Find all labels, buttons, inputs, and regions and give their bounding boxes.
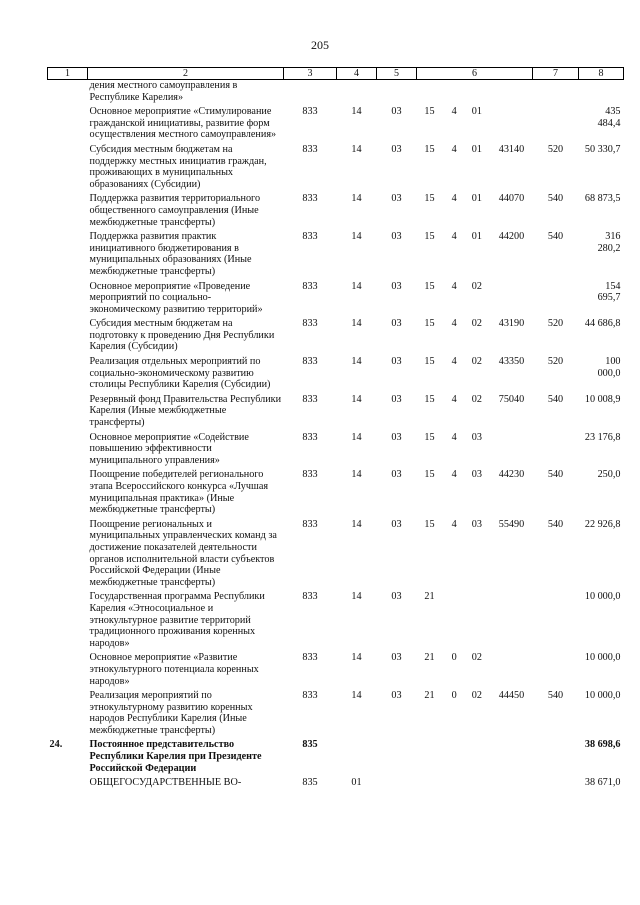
row-name: Основное мероприятие «Развитие этнокультурного потенциала коренных народов»	[89, 652, 259, 687]
amount: 10 008,9	[584, 393, 621, 405]
article-code-part: 02	[471, 356, 482, 368]
row-number	[48, 652, 88, 690]
article-code-part: 02	[471, 652, 482, 664]
section-code: 14	[351, 431, 362, 443]
article-code-part: 15	[424, 193, 435, 205]
section-code: 01	[351, 777, 362, 789]
ministry-code: 835	[302, 739, 318, 751]
row-number	[48, 777, 88, 792]
subsection-code: 03	[391, 431, 402, 443]
section-code: 14	[351, 193, 362, 205]
article-code-part: 4	[451, 280, 457, 292]
article-code-part: 4	[451, 193, 457, 205]
expense-type-code	[533, 739, 579, 777]
target-article-code	[417, 469, 533, 518]
amount	[579, 80, 624, 107]
subsection-code: 03	[391, 690, 402, 702]
ministry-code: 833	[302, 431, 318, 443]
article-code-part: 4	[451, 431, 457, 443]
section-code	[337, 80, 377, 107]
header-cell: 3	[284, 68, 337, 80]
row-name: Субсидия местным бюджетам на поддержку местных инициатив граждан, проживающих в муниципальных образованиях (Субсидии)	[89, 143, 267, 190]
section-code: 14	[351, 518, 362, 530]
article-code-part: 15	[424, 469, 435, 481]
article-code-part: 4	[451, 143, 457, 155]
table-row	[48, 394, 624, 432]
row-number	[48, 106, 88, 144]
article-code-part	[492, 106, 530, 118]
row-name: Государственная программа Республики Карелия «Этносоциальное и этнокультурное развитие территорий традиционного проживания коренных народов»	[89, 591, 265, 649]
article-code-part: 21	[424, 652, 435, 664]
article-code-part: 15	[424, 431, 435, 443]
ministry-code: 833	[302, 193, 318, 205]
table-row	[48, 106, 624, 144]
article-code-part: 4	[451, 356, 457, 368]
amount: 22 926,8	[584, 518, 621, 530]
subsection-code: 03	[391, 143, 402, 155]
article-code-part: 44200	[498, 231, 525, 243]
expense-type-code	[533, 591, 579, 652]
article-code-part: 4	[451, 518, 457, 530]
amount: 68 873,5	[584, 193, 621, 205]
ministry-code: 833	[302, 231, 318, 243]
section-code: 14	[351, 143, 362, 155]
header-cell: 1	[48, 68, 88, 80]
article-code-part: 02	[471, 393, 482, 405]
article-code-part: 15	[424, 231, 435, 243]
table-row	[48, 432, 624, 470]
ministry-code: 833	[302, 318, 318, 330]
article-code-part: 4	[451, 231, 457, 243]
subsection-code	[377, 739, 417, 777]
header-row	[48, 68, 624, 80]
ministry-code: 833	[302, 143, 318, 155]
amount: 10 000,0	[584, 591, 621, 603]
ministry-code: 833	[302, 518, 318, 530]
article-code-part: 15	[424, 318, 435, 330]
ministry-code: 833	[302, 393, 318, 405]
article-code-part: 01	[471, 106, 482, 118]
target-article-code	[417, 144, 533, 193]
subsection-code: 03	[391, 393, 402, 405]
amount: 44 686,8	[584, 318, 621, 330]
subsection-code: 03	[391, 106, 402, 118]
target-article-code	[417, 281, 533, 319]
table-row	[48, 281, 624, 319]
ministry-code	[284, 80, 337, 107]
row-name: Резервный фонд Правительства Республики Карелия (Иные межбюджетные трансферты)	[89, 393, 282, 429]
section-code: 14	[351, 469, 362, 481]
subsection-code: 03	[391, 652, 402, 664]
section-code: 14	[351, 690, 362, 702]
ministry-code: 833	[302, 652, 318, 664]
section-code	[337, 739, 377, 777]
expense-type-code: 540	[547, 469, 564, 481]
target-article-code	[417, 193, 533, 231]
target-article-code	[417, 356, 533, 394]
expense-type-code: 540	[547, 518, 564, 530]
row-number	[48, 394, 88, 432]
article-code-part	[492, 281, 530, 293]
header-cell: 2	[88, 68, 284, 80]
table-row	[48, 777, 624, 792]
article-code-part: 4	[451, 469, 457, 481]
subsection-code: 03	[391, 469, 402, 481]
ministry-code: 833	[302, 591, 318, 603]
article-code-part: 01	[471, 231, 482, 243]
target-article-code	[417, 652, 533, 690]
article-code-part	[468, 591, 486, 603]
article-code-part	[492, 591, 530, 603]
article-code-part	[447, 591, 461, 603]
expense-type-code	[533, 432, 579, 470]
row-name: Основное мероприятие «Стимулирование гражданской инициативы, развитие форм осуществления местного самоуправления»	[89, 106, 277, 141]
row-name: Поддержка развития практик инициативного бюджетирования в муниципальных образованиях (Иные межбюджетные трансферты)	[89, 231, 252, 277]
row-name: Основное мероприятие «Содействие повышению эффективности муниципального управления»	[89, 431, 249, 466]
row-number	[48, 469, 88, 518]
article-code-part: 75040	[498, 393, 525, 405]
article-code-part: 15	[424, 393, 435, 405]
row-number	[48, 356, 88, 394]
article-code-part: 4	[451, 318, 457, 330]
page-number: 205	[311, 38, 329, 52]
row-number	[48, 80, 88, 107]
article-code-part: 4	[451, 393, 457, 405]
table-row	[48, 690, 624, 739]
row-number	[48, 690, 88, 739]
section-code: 14	[351, 280, 362, 292]
table-row	[48, 231, 624, 280]
target-article-code	[417, 739, 533, 777]
table-row	[48, 193, 624, 231]
target-article-code	[417, 690, 533, 739]
expense-type-code	[533, 777, 579, 792]
section-code: 14	[351, 318, 362, 330]
row-name: Реализация мероприятий по этнокультурному развитию коренных народов Республики Карелия (Иные межбюджетные трансферты)	[89, 690, 253, 736]
table-row	[48, 519, 624, 592]
table-row	[48, 652, 624, 690]
table-row	[48, 144, 624, 193]
row-number: 24.	[49, 739, 63, 751]
expense-type-code	[533, 281, 579, 319]
amount: 154 695,7	[597, 280, 621, 304]
header-cell: 5	[377, 68, 417, 80]
article-code-part: 15	[424, 356, 435, 368]
amount: 316 280,2	[597, 231, 621, 254]
subsection-code	[377, 80, 417, 107]
amount: 50 330,7	[584, 143, 621, 155]
section-code: 14	[351, 356, 362, 368]
subsection-code: 03	[391, 518, 402, 530]
article-code-part: 15	[424, 280, 435, 292]
row-number	[48, 591, 88, 652]
amount: 23 176,8	[584, 431, 621, 443]
target-article-code	[417, 432, 533, 470]
article-code-part: 03	[471, 469, 482, 481]
row-number	[48, 318, 88, 356]
expense-type-code: 520	[547, 356, 564, 368]
amount: 435 484,4	[597, 106, 621, 129]
subsection-code: 03	[391, 280, 402, 292]
article-code-part: 02	[471, 690, 482, 702]
expense-type-code: 540	[547, 393, 564, 405]
section-code: 14	[351, 393, 362, 405]
header-cell: 4	[337, 68, 377, 80]
article-code-part: 4	[451, 106, 457, 118]
subsection-code: 03	[391, 318, 402, 330]
subsection-code: 03	[391, 591, 402, 603]
expense-type-code	[533, 106, 579, 144]
table-row	[48, 469, 624, 518]
row-name: Субсидия местным бюджетам на подготовку к проведению Дня Республики Карелия (Субсидии)	[89, 318, 275, 353]
ministry-code: 833	[302, 106, 318, 118]
article-code-part: 44450	[498, 690, 525, 702]
expense-type-code: 540	[547, 231, 564, 243]
row-number	[48, 519, 88, 592]
amount: 10 000,0	[584, 690, 621, 702]
budget-table	[47, 67, 624, 792]
article-code-part: 43190	[498, 318, 525, 330]
target-article-code	[417, 80, 533, 107]
article-code-part	[492, 652, 530, 664]
table-row	[48, 318, 624, 356]
article-code-part: 21	[424, 690, 435, 702]
table-row	[48, 80, 624, 107]
article-code-part: 15	[424, 106, 435, 118]
ministry-code: 833	[302, 280, 318, 292]
row-name: дения местного самоуправления в Республике Карелия»	[89, 80, 238, 103]
article-code-part: 15	[424, 143, 435, 155]
row-number	[48, 432, 88, 470]
ministry-code: 835	[302, 777, 318, 789]
row-name: Поощрение победителей регионального этапа Всероссийского конкурса «Лучшая муниципальная практика» (Иные межбюджетные трансферты)	[89, 469, 269, 516]
target-article-code	[417, 231, 533, 280]
section-code: 14	[351, 106, 362, 118]
article-code-part: 44230	[498, 469, 525, 481]
article-code-part: 03	[471, 431, 482, 443]
expense-type-code	[533, 80, 579, 107]
expense-type-code: 520	[547, 143, 564, 155]
expense-type-code: 540	[547, 193, 564, 205]
ministry-code: 833	[302, 356, 318, 368]
article-code-part: 43140	[498, 143, 525, 155]
row-name: Поощрение региональных и муниципальных управленческих команд за достижение показателей деятельности органов исполнительной власти субъектов Российской Федерации (Иные межбюджетные трансферты)	[89, 518, 277, 588]
target-article-code	[417, 318, 533, 356]
expense-type-code: 520	[547, 318, 564, 330]
row-name: Реализация отдельных мероприятий по социально-экономическому развитию столицы Республики Карелия (Субсидии)	[89, 356, 271, 391]
amount: 38 698,6	[584, 739, 621, 751]
article-code-part: 02	[471, 318, 482, 330]
expense-type-code	[533, 652, 579, 690]
section-code: 14	[351, 591, 362, 603]
row-name: ОБЩЕГОСУДАРСТВЕННЫЕ ВО-	[89, 777, 242, 789]
row-name: Постоянное представительство Республики Карелия при Президенте Российской Федерации	[89, 739, 262, 774]
target-article-code	[417, 519, 533, 592]
article-code-part: 02	[471, 280, 482, 292]
table-row	[48, 739, 624, 777]
table-row	[48, 356, 624, 394]
subsection-code: 03	[391, 193, 402, 205]
article-code-part: 55490	[498, 518, 525, 530]
ministry-code: 833	[302, 469, 318, 481]
article-code-part: 43350	[498, 356, 525, 368]
target-article-code	[417, 106, 533, 144]
row-name: Поддержка развития территориального общественного самоуправления (Иные межбюджетные трансферты)	[89, 193, 261, 228]
target-article-code	[417, 777, 533, 792]
header-cell: 6	[417, 68, 533, 80]
subsection-code	[377, 777, 417, 792]
target-article-code	[417, 591, 533, 652]
section-code: 14	[351, 231, 362, 243]
row-number	[48, 193, 88, 231]
row-number	[48, 281, 88, 319]
table-row	[48, 591, 624, 652]
article-code-part: 01	[471, 143, 482, 155]
ministry-code: 833	[302, 690, 318, 702]
header-cell: 7	[533, 68, 579, 80]
article-code-part: 21	[424, 591, 435, 603]
article-code-part: 0	[451, 690, 457, 702]
article-code-part: 0	[451, 652, 457, 664]
subsection-code: 03	[391, 356, 402, 368]
row-number	[48, 231, 88, 280]
target-article-code	[417, 394, 533, 432]
amount: 100 000,0	[597, 356, 621, 379]
amount: 250,0	[597, 469, 621, 481]
row-name: Основное мероприятие «Проведение мероприятий по социально-экономическому развитию территорий»	[89, 280, 263, 315]
amount: 38 671,0	[584, 777, 621, 789]
article-code-part: 15	[424, 518, 435, 530]
article-code-part: 03	[471, 518, 482, 530]
expense-type-code: 540	[547, 690, 564, 702]
article-code-part: 44070	[498, 193, 525, 205]
row-number	[48, 144, 88, 193]
section-code: 14	[351, 652, 362, 664]
article-code-part	[492, 432, 530, 444]
subsection-code: 03	[391, 231, 402, 243]
article-code-part: 01	[471, 193, 482, 205]
amount: 10 000,0	[584, 652, 621, 664]
header-cell: 8	[579, 68, 624, 80]
